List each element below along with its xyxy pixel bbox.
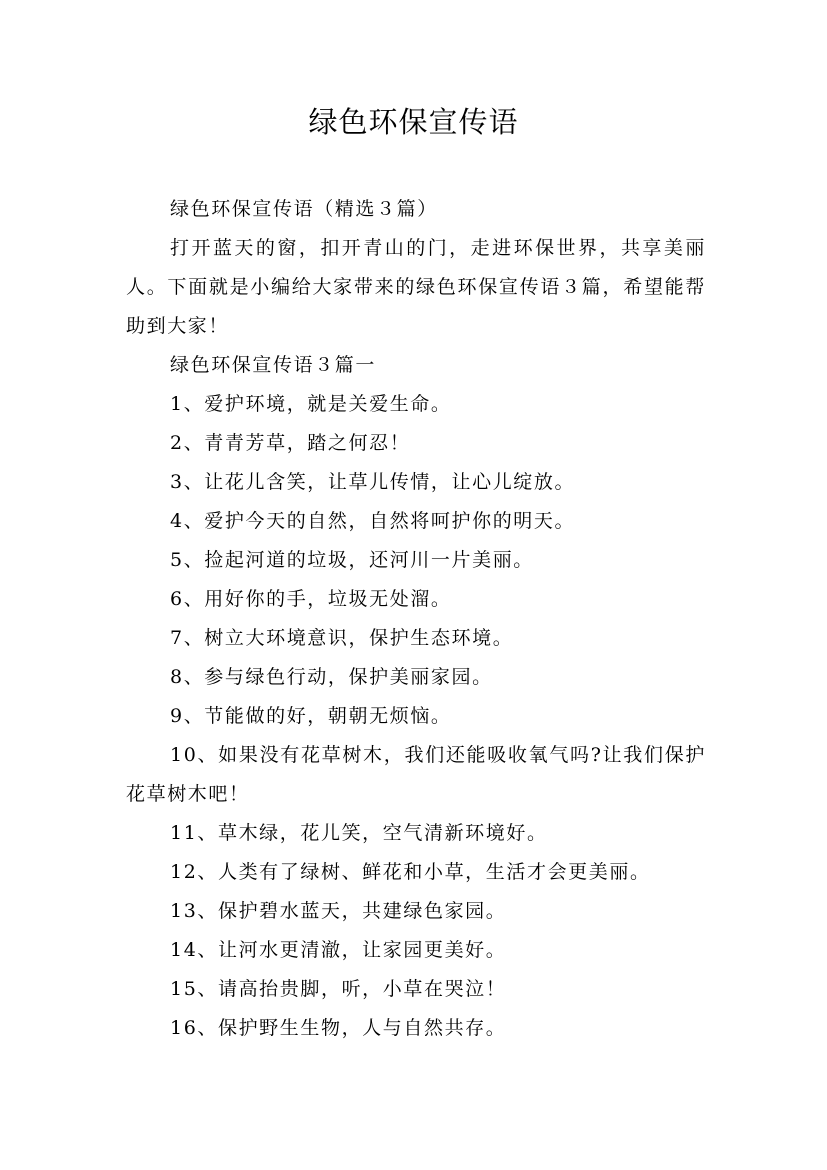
document-subtitle: 绿色环保宣传语（精选３篇） (170, 198, 438, 220)
slogan-item: 12、人类有了绿树、鲜花和小草，生活才会更美丽。 (170, 861, 651, 883)
slogan-item: 10、如果没有花草树木，我们还能吸收氧气吗?让我们保护花草树木吧！ (126, 744, 706, 805)
slogan-item: 15、请高抬贵脚，听，小草在哭泣！ (170, 978, 507, 1000)
intro-paragraph: 打开蓝天的窗，扣开青山的门，走进环保世界，共享美丽人。下面就是小编给大家带来的绿色环保宣传语３篇，希望能帮助到大家！ (126, 237, 706, 337)
slogan-item: 9、节能做的好，朝朝无烦恼。 (170, 705, 452, 727)
slogan-item: 16、保护野生生物，人与自然共存。 (170, 1017, 507, 1039)
slogan-item: 8、参与绿色行动，保护美丽家园。 (170, 666, 493, 688)
slogan-item: 3、让花儿含笑，让草儿传情，让心儿绽放。 (170, 471, 576, 493)
slogan-item: 1、爱护环境，就是关爱生命。 (170, 393, 452, 415)
slogan-item: 4、爱护今天的自然，自然将呵护你的明天。 (170, 510, 576, 532)
slogan-item: 14、让河水更清澈，让家园更美好。 (170, 939, 507, 961)
slogan-item: 5、捡起河道的垃圾，还河川一片美丽。 (170, 549, 534, 571)
slogan-item: 13、保护碧水蓝天，共建绿色家园。 (170, 900, 507, 922)
document-body (126, 190, 706, 1048)
slogan-item: 6、用好你的手，垃圾无处溜。 (170, 588, 452, 610)
slogan-item: 7、树立大环境意识，保护生态环境。 (170, 627, 514, 649)
slogan-item: 11、草木绿，花儿笑，空气清新环境好。 (170, 822, 548, 844)
document-title: 绿色环保宣传语 (308, 105, 519, 139)
slogan-item: 2、青青芳草，踏之何忍！ (170, 432, 411, 454)
section-heading: 绿色环保宣传语３篇一 (170, 354, 377, 376)
